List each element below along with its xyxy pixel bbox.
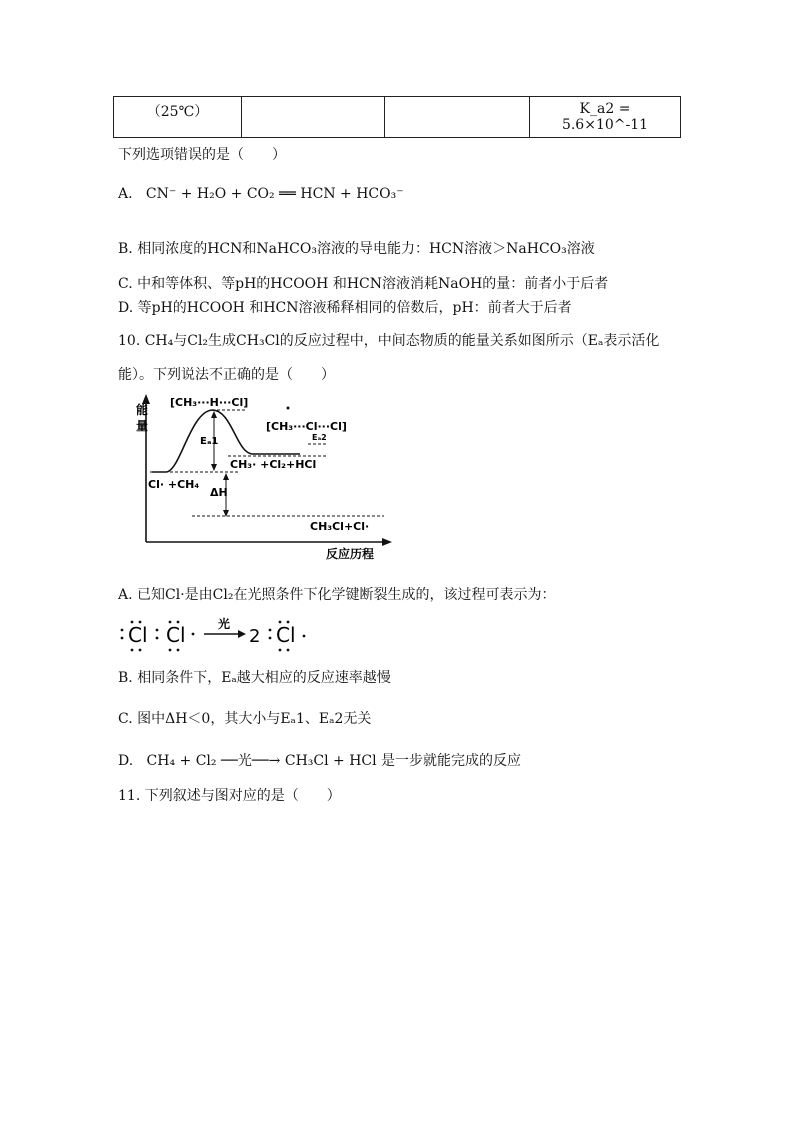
x-axis-arrow <box>382 538 392 546</box>
dh-label: ΔH <box>210 486 228 499</box>
table-cell-temp: （25℃） <box>114 97 242 138</box>
q9-option-a-label: A. <box>118 186 133 202</box>
ka-table <box>113 96 681 138</box>
x-axis-label: 反应历程 <box>326 547 375 561</box>
q10-stem-line1: 10. CH₄与Cl₂生成CH₃Cl的反应过程中，中间态物质的能量关系如图所示（Eₐ表示活化 <box>118 333 660 349</box>
lewis-equation <box>118 614 318 654</box>
q9-option-a <box>118 186 404 202</box>
table-cell-ka2 <box>530 97 681 138</box>
q9-stem: 下列选项错误的是（ ） <box>118 147 286 163</box>
y-axis-label-2: 量 <box>136 419 149 433</box>
light-condition: 光 <box>218 617 231 631</box>
coefficient-2: 2 <box>249 626 261 647</box>
q10-option-b: B. 相同条件下，Eₐ越大相应的反应速率越慢 <box>118 670 391 686</box>
q9-option-a-equation: CN⁻ + H₂O + CO₂ ══ HCN + HCO₃⁻ <box>145 186 404 202</box>
q10-option-d <box>118 750 521 770</box>
q9-option-c: C. 中和等体积、等pH的HCOOH 和HCN溶液消耗NaOH的量：前者小于后者 <box>118 276 609 292</box>
y-axis-label-1: 能 <box>136 403 149 417</box>
table-cell-empty-2 <box>385 97 530 138</box>
q9-option-d: D. 等pH的HCOOH 和HCN溶液稀释相同的倍数后，pH：前者大于后者 <box>118 300 572 316</box>
energy-diagram <box>136 392 400 562</box>
q10-option-d-equation: CH₄ + Cl₂ ──光──→ CH₃Cl + HCl 是一步就能完成的反应 <box>146 753 522 769</box>
q11-stem: 11. 下列叙述与图对应的是（ ） <box>118 788 341 804</box>
ts2-label: [CH₃···Cl···Cl] <box>266 420 347 433</box>
table-row <box>114 97 681 138</box>
table-cell-empty-1 <box>242 97 385 138</box>
intermediate-label: CH₃· +Cl₂+HCl <box>230 458 317 471</box>
reactant-label: Cl· +CH₄ <box>148 478 200 491</box>
lewis-cl-1: Cl <box>128 623 148 647</box>
q10-option-d-label: D. <box>118 753 134 769</box>
q10-option-a: A. 已知Cl·是由Cl₂在光照条件下化学键断裂生成的，该过程可表示为： <box>118 587 556 603</box>
ka2-value: K_a2 = 5.6×10^-11 <box>561 101 649 133</box>
q9-option-b: B. 相同浓度的HCN和NaHCO₃溶液的导电能力：HCN溶液＞NaHCO₃溶液 <box>118 241 595 257</box>
lewis-cl-3: Cl <box>276 623 296 647</box>
q10-stem-line2: 能）。下列说法不正确的是（ ） <box>118 367 335 383</box>
ts1-label: [CH₃···H···Cl] <box>170 396 249 409</box>
ea1-label: Eₐ1 <box>200 436 219 447</box>
lewis-cl-2: Cl <box>166 623 186 647</box>
q10-option-c: C. 图中ΔH＜0，其大小与Eₐ1、Eₐ2无关 <box>118 711 372 727</box>
ea2-label: Eₐ2 <box>312 433 327 442</box>
product-label: CH₃Cl+Cl· <box>310 520 370 533</box>
